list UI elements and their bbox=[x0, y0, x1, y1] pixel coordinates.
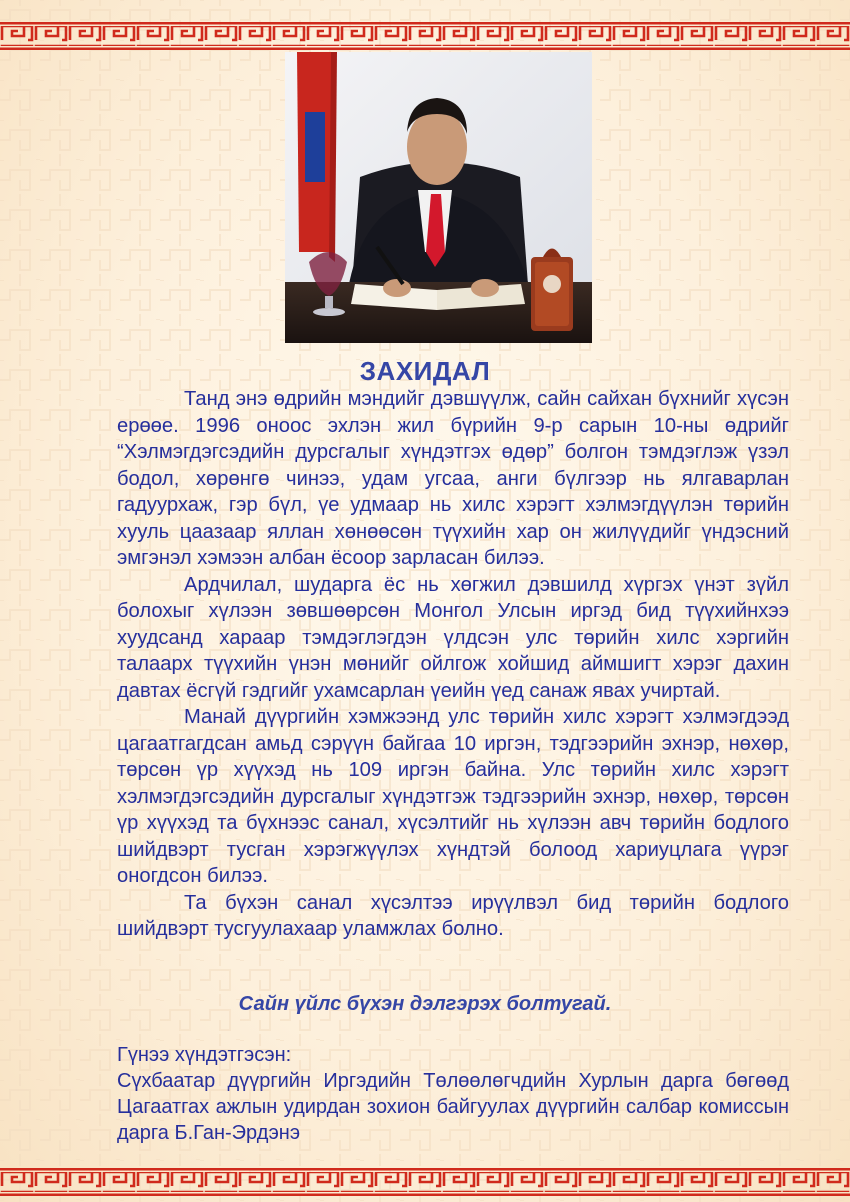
letter-paragraph-1: Танд энэ өдрийн мэндийг дэвшүүлж, сайн сайхан бүхнийг хүсэн ерөөе. 1996 оноос эхлэн жил бүрийн 9-р сарын 10-ны өдрийг “Хэлмэгдэгсэдийн дурсгалыг хүндэтгэх өдөр” болгон тэмдэглэж үзэл бодол, хөрөнгө чинээ, удам угсаа, анги бүлгээр нь ялгаварлан гадуурхаж, гэр бүл, үе удмаар нь хилс хэрэгт хэлмэгдүүлэн төрийн хууль цаазаар яллан хөнөөсөн түүхийн хар он жилүүдийг үндэсний эмгэнэл хэмээн албан ёсоор зарласан билээ. bbox=[117, 388, 789, 569]
letter-body bbox=[117, 386, 789, 943]
letter-paragraph-3: Манай дүүргийн хэмжээнд улс төрийн хилс хэрэгт хэлмэгдээд цагаатгагдсан амьд сэрүүн байгаа 10 иргэн, тэдгээрийн эхнэр, нөхөр, төрсөн үр хүүхэд нь 109 иргэн байна. Улс төрийн хилс хэрэгт хэлмэгдэгсэдийн дурсгалыг хүндэтгэж тэдгээрийн эхнэр, нөхөр, төрсөн үр хүүхэд та бүхнээс санал, хүсэлтийг нь хүлээн авч төрийн бодлого шийдвэрт тусган хэрэгжүүлэх хүндтэй болоод хариуцлага үүрэг оногдсон билээ. bbox=[117, 706, 789, 887]
signature-block bbox=[117, 1042, 789, 1146]
closing-wish: Сайн үйлс бүхэн дэлгэрэх болтугай. bbox=[238, 993, 612, 1015]
signature-greeting: Гүнээ хүндэтгэсэн: bbox=[117, 1044, 292, 1066]
top-border-ornament bbox=[0, 22, 850, 50]
official-portrait-photo bbox=[285, 52, 592, 343]
bottom-border-ornament bbox=[0, 1168, 850, 1196]
signature-signer: Сүхбаатар дүүргийн Иргэдийн Төлөөлөгчдийн Хурлын дарга бөгөөд Цагаатгах ажлын удирдан зохион байгуулах дүүргийн салбар комиссын дарга Б.Ган-Эрдэнэ bbox=[117, 1070, 789, 1144]
letter-title: ЗАХИДАЛ bbox=[359, 356, 491, 386]
letter-paragraph-2: Ардчилал, шударга ёс нь хөгжил дэвшилд хүргэх үнэт зүйл болохыг хүлээн зөвшөөрсөн Монгол Улсын иргэд бид түүхийнхээ хуудсанд хараар тэмдэглэгдэн үлдсэн улс төрийн хилс хэргийн талаарх түүхийн үнэн мөнийг ойлгож хойшид аймшигт хэрэг дахин давтах ёсгүй гэдгийг ухамсарлан үеийн үед санаж явах учиртай. bbox=[117, 573, 789, 702]
letter-paragraph-4: Та бүхэн санал хүсэлтээ ирүүлвэл бид төрийн бодлого шийдвэрт тусгуулахаар уламжлах болно. bbox=[117, 891, 789, 940]
